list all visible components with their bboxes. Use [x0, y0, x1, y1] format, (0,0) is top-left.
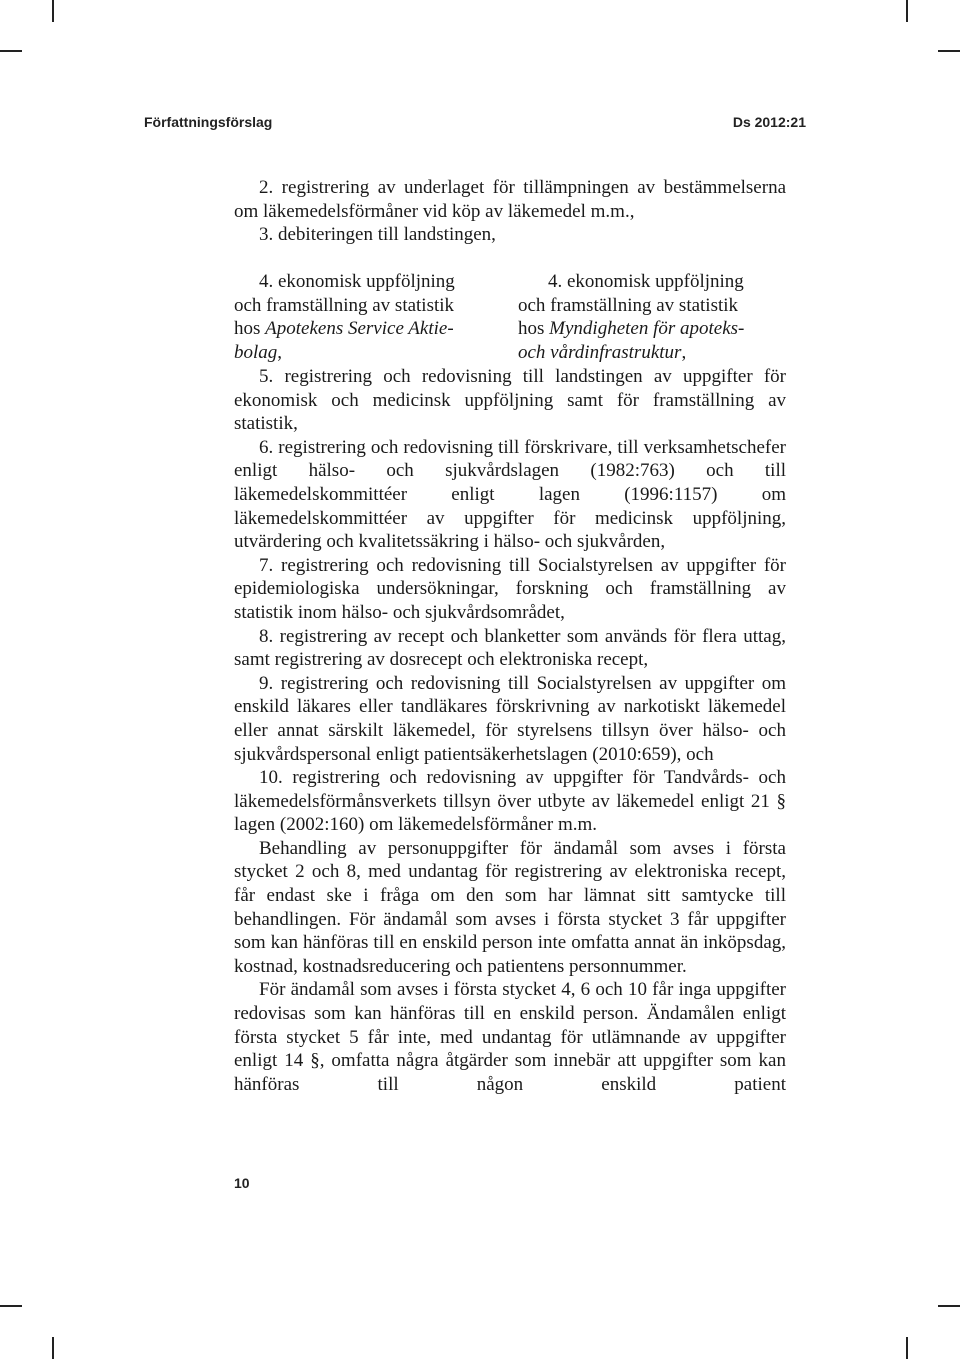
paragraph-consent: Behandling av personuppgifter för ändamål som avses i första stycket 2 och 8, med undantag för registrering av elektroniska recept, får endast ske i fråga om den som har lämnat sitt samtycke till behandlingen. För ändamål som avses i första stycket 3 får uppgifter som kan hänföras till en enskild person inte omfatta annat än inköpsdag, kostnad, kostnadsreducering och patientens personnummer. — [234, 837, 786, 977]
crop-mark-top-left-h — [0, 50, 22, 52]
current-line-3 — [234, 317, 502, 341]
current-line-4 — [234, 341, 502, 365]
proposed-line-4-end: , — [681, 341, 687, 363]
column-proposed-wording — [518, 270, 786, 364]
item-2: 2. registrering av underlaget för tillämpningen av bestämmelserna om läkemedelsförmåner vid köp av läkemedel m.m., — [234, 177, 786, 222]
crop-mark-bottom-right-v — [906, 1337, 908, 1359]
current-line-4-italic: bolag — [234, 341, 278, 363]
crop-mark-top-left-v — [52, 0, 54, 22]
proposed-line-3 — [518, 317, 786, 341]
crop-mark-bottom-left-v — [52, 1337, 54, 1359]
crop-mark-bottom-left-h — [0, 1305, 22, 1307]
item-10: 10. registrering och redovisning av uppgifter för Tandvårds- och läkemedelsförmånsverkets tillsyn över utbyte av läkemedel enligt 21 § lagen (2002:160) om läkemedelsförmåner m.m. — [234, 767, 786, 836]
proposed-line-1: 4. ekonomisk uppföljning — [548, 271, 744, 292]
current-line-2: och framställning av statistik — [234, 294, 455, 316]
page-number: 10 — [234, 1175, 250, 1191]
proposed-line-3-start: hos — [518, 318, 550, 340]
header-section-title: Författningsförslag — [144, 114, 273, 130]
header-report-number: Ds 2012:21 — [732, 114, 806, 130]
current-line-4-end: , — [277, 341, 283, 363]
item-6: 6. registrering och redovisning till förskrivare, till verksamhetschefer enligt hälso- och sjukvårdslagen (1982:763) och till läkemedelskommittéer enligt lagen (1996:1157) om läkemedelskommittéer av uppgifter för medicinsk uppföljning, utvärdering och kvalitetssäkring i hälso- och sjukvården, — [234, 436, 786, 553]
intro-items — [234, 176, 786, 247]
crop-mark-bottom-right-h — [938, 1305, 960, 1307]
proposed-line-4-italic: och vårdinfrastruktur — [518, 341, 682, 363]
current-line-1: 4. ekonomisk uppföljning — [259, 271, 455, 292]
current-line-3-italic: Apotekens Service Aktie- — [265, 318, 454, 340]
current-line-3-start: hos — [234, 318, 266, 340]
item-3: 3. debiteringen till landstingen, — [259, 224, 496, 246]
item-8: 8. registrering av recept och blanketter som används för flera uttag, samt registrering av dosrecept och elektroniska recept, — [234, 625, 786, 671]
item-9: 9. registrering och redovisning till Socialstyrelsen av uppgifter om enskild läkares eller tandläkares förskrivning av narkotiskt läkemedel eller annat särskilt läkemedel, för styrelsens tillsyn över hälso- och sjukvårdspersonal enligt patientsäkerhetslagen (2010:659), och — [234, 672, 786, 765]
item-7: 7. registrering och redovisning till Socialstyrelsen av uppgifter för epidemiologiska undersökningar, forskning och framställning av statistik inom hälso- och sjukvårdsområdet, — [234, 554, 786, 623]
numbered-items — [234, 365, 786, 1096]
crop-mark-top-right-h — [938, 50, 960, 52]
crop-mark-top-right-v — [906, 0, 908, 22]
item-5: 5. registrering och redovisning till landstingen av uppgifter för ekonomisk och medicinsk uppföljning samt för framställning av statistik, — [234, 366, 786, 435]
proposed-line-2: och framställning av statistik — [518, 294, 739, 316]
column-current-wording — [234, 270, 502, 364]
paragraph-reporting: För ändamål som avses i första stycket 4, 6 och 10 får inga uppgifter redovisas som kan hänföras till en enskild person. Ändamålen enligt första stycket 5 får inte, med undantag för utlämnande av uppgifter enligt 14 §, omfatta några åtgärder som innebär att uppgifter som kan hänföras till någon enskild patient — [234, 979, 786, 1095]
proposed-line-3-italic: Myndigheten för apoteks- — [549, 318, 745, 340]
proposed-line-4 — [518, 341, 786, 365]
